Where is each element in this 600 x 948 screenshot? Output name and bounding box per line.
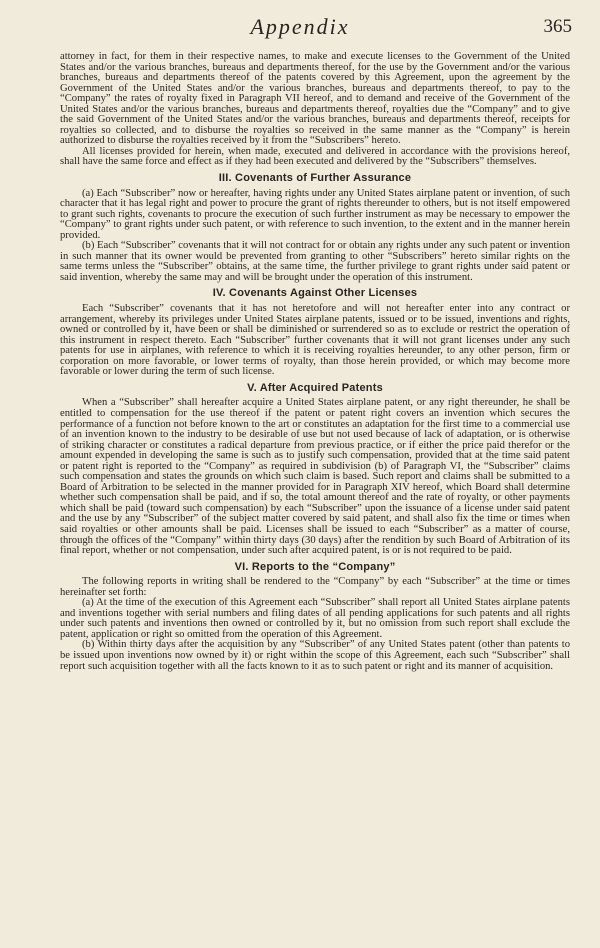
page-header (0, 12, 600, 42)
section-heading-v: V. After Acquired Patents (247, 381, 383, 394)
paragraph-vi-a: (a) At the time of the execution of this Agreement each “Subscriber” shall report all United States airplane patents and inventions together with serial numbers and filing dates of all pending applications for such patents and all rights under such patents and inventions then owned or controlled by it, but no omission from such report shall exclude the patent, application or right so omitted from the operation of this Agreement. (60, 597, 570, 640)
section-heading-vi: VI. Reports to the “Company” (234, 560, 396, 573)
paragraph-iii-a: (a) Each “Subscriber” now or hereafter, having rights under any United States airplane patent or invention, of such character that it has legal right and power to procure the grant of rights thereunder to others, but is not itself empowered to grant such rights, covenants to procure the execution of such further instrument as may be necessary to empower the “Company” to grant rights under such patent, or with reference to such invention, to the extent and in the manner herein provided. (60, 187, 570, 241)
paragraph-continuation: attorney in fact, for them in their respective names, to make and execute licenses to the Government of the United States and/or the various branches, bureaus and departments thereof, for the use by the Government and/or the various branches, bureaus and departments thereof of the patents covered by this Agreement, upon the agreement by the Government of the United States and/or the various branches, bureaus and departments thereof, to pay to the “Company” the rates of royalty fixed in Paragraph VII hereof, and to demand and receive of the Government of the United States and/or the various branches, bureaus and departments thereof, royalties due the “Company” and to give the said Government of the United States and/or the various branches, bureaus and departments thereof, receipts for royalties so collected, and to disburse the royalties so received in the same manner as the “Company” is herein authorized to disburse the royalties received by it from the “Subscribers” hereto. (60, 51, 570, 147)
paragraph-licenses: All licenses provided for herein, when made, executed and delivered in accordance with the provisions hereof, shall have the same force and effect as if they had been executed and delivered by the “Subscribers” themselves. (60, 145, 570, 168)
paragraph-vi-intro: The following reports in writing shall be rendered to the “Company” by each “Subscriber” at the time or times hereinafter set forth: (60, 576, 570, 598)
paragraph-iii-b: (b) Each “Subscriber” covenants that it will not contract for or obtain any rights under any such patent or invention in such manner that its owner would be prevented from granting to other “Subscribers” hereto similar rights on the same terms unless the “Subscriber” obtains, at the same time, the further privilege to grant rights under said patent or said invention, whereby the same may and will be brought under the operation of this instrument. (60, 240, 570, 283)
section-heading-iv: IV. Covenants Against Other Licenses (212, 287, 418, 300)
section-heading-iii: III. Covenants of Further Assurance (218, 172, 412, 185)
running-title: Appendix (250, 14, 350, 39)
page-body (60, 52, 570, 672)
paragraph-iv: Each “Subscriber” covenants that it has not heretofore and will not hereafter enter into any contract or arrangement, whereby its privileges under United States airplane patents, issued or to be issued, inventions and rights, owned or controlled by it, have been or shall be diminished or surrendered so as to exclude or restrict the operation of this instrument in respect thereto. Each “Subscriber” further covenants that it will not grant licenses under any such patents for use in airplanes, with reference to which it is receiving royalties hereunder, to any other person, firm or corporation on more favorable, or lower terms of royalty, than those herein provided, or which may become more favorable or lower during the term of such license. (60, 303, 570, 378)
paragraph-v: When a “Subscriber” shall hereafter acquire a United States airplane patent, or any right thereunder, he shall be entitled to compensation for the use thereof if the patent or patent right covers an invention which secures the performance of a function not before known to the art or constitutes an adaptation for the first time to a commercial use of an invention known to the industry to be desirable of use but not used because of lack of adaptation, or is otherwise of striking character or constitutes a radical departure from previous practice, or if either the price paid therefor or the amount expended in developing the same is such as to justify such compensation, provided that at the time said patent or patent right is reported to the “Company” as required in subdivision (b) of Paragraph VI, the “Subscriber” claims such compensation and states the grounds on which such claim is based. Such report and claims shall be submitted to a Board of Arbitration to be selected in the manner provided for in Paragraph XIV hereof, which Board shall determine whether such compensation shall be paid, and if so, the total amount thereof and the rate of royalty, or other payments which shall be paid (toward such compensation) by each “Subscriber” upon the issuance of a license under said patent and the use by any “Subscriber” of the subject matter covered by said patent, and shall also fix the time or times when said royalties or other amounts shall be paid. Licenses shall be issued to each “Subscriber” as a matter of course, through the offices of the “Company” within thirty days (30 days) after the rendition by such Board of Arbitration of its final report, whether or not compensation, under such after acquired patent, is or is not required to be paid. (60, 397, 570, 557)
page-number: 365 (543, 16, 572, 37)
paragraph-vi-b: (b) Within thirty days after the acquisition by any “Subscriber” of any United States patent (other than patents to be issued upon inventions now owned by it) or right within the scope of this Agreement, each such “Subscriber” shall report such acquisition together with all the facts known to it as to such patent or right and its manner of acquisition. (60, 639, 570, 672)
